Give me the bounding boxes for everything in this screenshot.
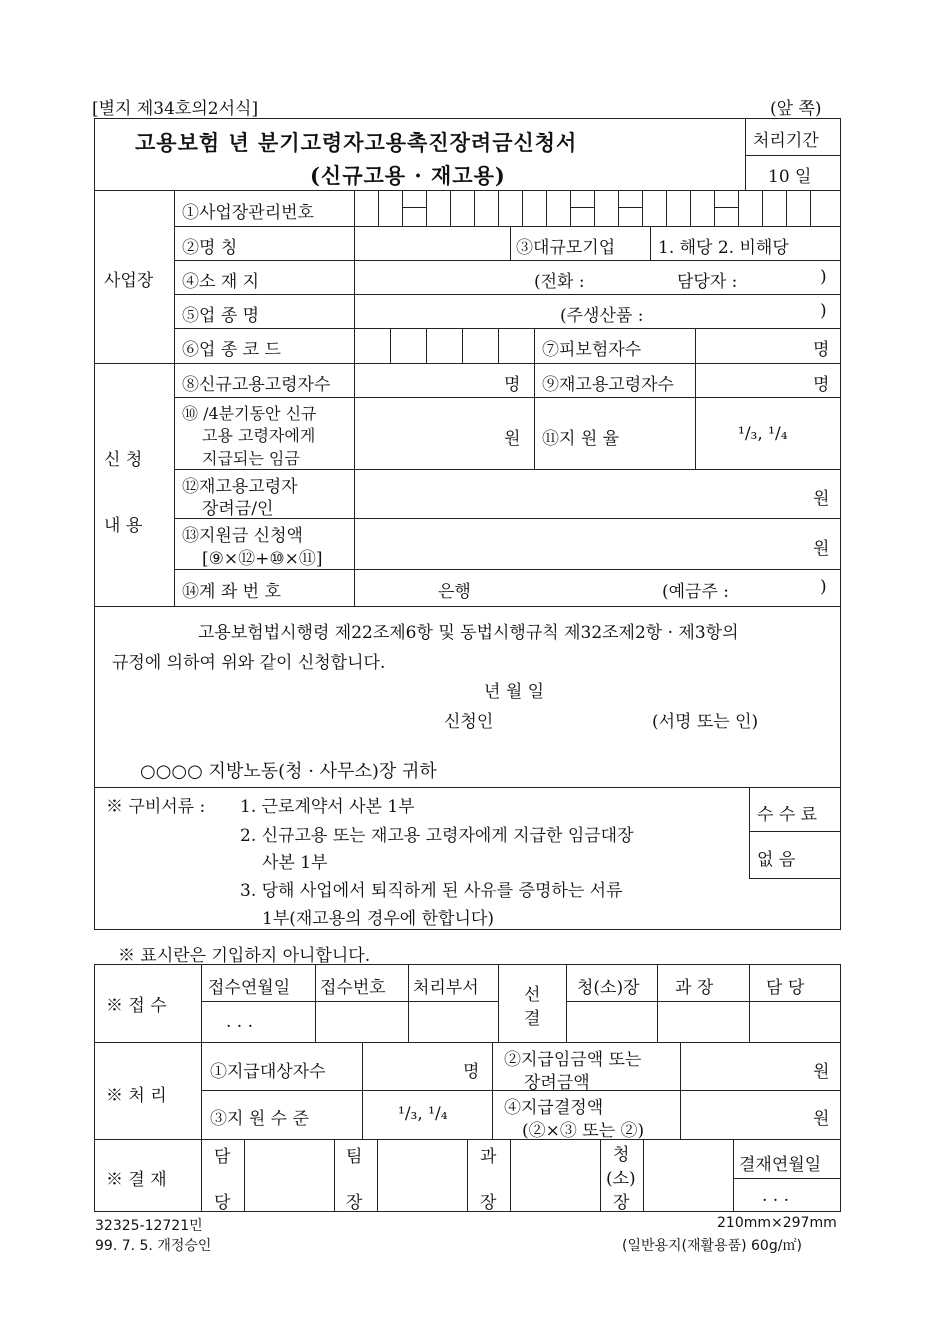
signature-field[interactable]: (서명 또는 인) (652, 712, 759, 732)
support-level-options[interactable]: ¹/₃, ¹/₄ (398, 1104, 448, 1124)
approval-date-field[interactable]: . . . (762, 1186, 790, 1206)
receipt-date-header: 접수연월일 (208, 978, 291, 998)
decided-amount-field[interactable] (684, 1098, 804, 1128)
rehire-incentive-field[interactable] (360, 474, 800, 514)
chief-sign-field[interactable] (570, 1005, 654, 1038)
main-product-label: (주생산품 : (560, 306, 644, 326)
chief-header: 청(소)장 (577, 978, 640, 998)
processing-dept-field[interactable] (413, 1006, 493, 1036)
paren-close: ) (820, 577, 827, 597)
staff-col-a: 담 (214, 1147, 231, 1167)
label-wages-line3: 지급되는 임금 (202, 449, 300, 468)
receipt-number-header: 접수번호 (320, 978, 386, 998)
statement-line2: 규정에 의하여 위와 같이 신청합니다. (112, 653, 386, 673)
bank-label: 은행 (438, 582, 471, 602)
office-chief-approval-field[interactable] (647, 1143, 729, 1208)
manager-header: 과 장 (675, 978, 714, 998)
request-amount-field[interactable] (360, 523, 800, 565)
paper-type: (일반용지(재활용품) 60g/㎡) (622, 1238, 802, 1254)
doc-item-2a: 2. 신규고용 또는 재고용 고령자에게 지급한 임금대장 (240, 826, 634, 846)
support-rate-options[interactable]: ¹/₃, ¹/₄ (738, 424, 788, 444)
section-chief-col-b: 장 (480, 1193, 497, 1213)
label-rehire-count: ⑨재고용고령자수 (542, 375, 674, 395)
unit-won: 원 (813, 1109, 830, 1129)
label-rehire-incentive-line1: ⑫재고용고령자 (182, 477, 298, 497)
label-wages-line2: 고용 고령자에게 (202, 426, 316, 445)
team-lead-approval-field[interactable] (381, 1143, 463, 1208)
industry-code-boxes[interactable] (354, 328, 534, 363)
label-business-id: ①사업장관리번호 (182, 203, 314, 223)
team-lead-col-b: 장 (346, 1193, 363, 1213)
label-address: ④소 재 지 (182, 272, 260, 292)
label-request-amount-line1: ⑬지원금 신청액 (182, 526, 303, 546)
fee-value: 없 음 (757, 850, 796, 870)
office-use-notice: ※ 표시란은 기입하지 아니합니다. (118, 946, 371, 966)
application-date[interactable]: 년 월 일 (484, 682, 545, 702)
label-support-rate: ⑪지 원 율 (542, 429, 620, 449)
bank-name-field[interactable] (360, 573, 430, 601)
insured-count-field[interactable] (700, 330, 810, 360)
processing-period-value: 10 일 (768, 167, 812, 187)
approval-label-a: 선 (524, 985, 541, 1005)
processing-period-label: 처리기간 (753, 131, 819, 151)
account-holder-label: (예금주 : (662, 582, 730, 602)
label-wages-line1: ⑩ /4분기동안 신규 (182, 404, 317, 423)
form-title: 고용보험 년 분기고령자고용촉진장려금신청서 (135, 130, 578, 155)
business-id-boxes[interactable] (354, 190, 841, 226)
receipt-number-field[interactable] (320, 1006, 404, 1036)
address-field[interactable] (358, 262, 528, 292)
doc-item-3b: 1부(재고용의 경우에 한합니다) (262, 909, 494, 929)
section-workplace: 사업장 (104, 271, 154, 291)
label-paid-wage-b: 장려금액 (524, 1073, 590, 1093)
large-company-options[interactable]: 1. 해당 2. 비해당 (658, 238, 789, 258)
unit-person: 명 (504, 375, 521, 395)
receipt-date-field[interactable]: . . . (226, 1012, 254, 1032)
label-rehire-incentive-line2: 장려금/인 (202, 499, 274, 519)
office-chief-col-a: 청 (613, 1145, 630, 1165)
unit-person: 명 (813, 340, 830, 360)
label-request-amount-line2: [⑨×⑫+⑩×⑪] (202, 549, 323, 569)
wages-field[interactable] (360, 402, 500, 462)
label-account-number: ⑭계 좌 번 호 (182, 582, 281, 602)
approval-date-header: 결재연월일 (739, 1155, 822, 1175)
unit-person: 명 (813, 375, 830, 395)
approval-row-label: ※ 결 재 (106, 1170, 167, 1190)
unit-person: 명 (463, 1062, 480, 1082)
new-hire-count-field[interactable] (360, 366, 500, 394)
form-code: 32325-12721민 (95, 1218, 203, 1234)
staff-approval-field[interactable] (248, 1143, 330, 1208)
doc-item-3a: 3. 당해 사업에서 퇴직하게 된 사유를 증명하는 서류 (240, 881, 623, 901)
team-lead-col-a: 팀 (346, 1147, 363, 1167)
unit-won: 원 (813, 1062, 830, 1082)
addressee: ○○○○ 지방노동(청 · 사무소)장 귀하 (140, 761, 437, 782)
section-application-a: 신 청 (104, 450, 143, 470)
paper-size: 210mm×297mm (717, 1215, 837, 1231)
manager-sign-field[interactable] (661, 1005, 745, 1038)
rehire-count-field[interactable] (700, 366, 810, 394)
staff-header: 담 당 (766, 978, 805, 998)
contact-person-label: 담당자 : (677, 272, 738, 292)
approval-label-b: 결 (524, 1009, 541, 1029)
label-decided-amount-a: ④지급결정액 (504, 1098, 604, 1118)
paren-close: ) (820, 301, 827, 321)
revision-approval: 99. 7. 5. 개정승인 (95, 1238, 212, 1254)
office-chief-col-c: 장 (613, 1193, 630, 1213)
receipt-label: ※ 접 수 (106, 996, 167, 1016)
doc-item-1: 1. 근로계약서 사본 1부 (240, 797, 415, 817)
office-chief-col-b: (소) (606, 1169, 636, 1189)
applicant-label: 신청인 (444, 712, 494, 732)
paren-close: ) (820, 267, 827, 287)
label-support-level: ③지 원 수 준 (210, 1109, 309, 1129)
required-docs-label: ※ 구비서류 : (106, 797, 206, 817)
processing-dept-header: 처리부서 (413, 978, 479, 998)
section-chief-col-a: 과 (480, 1147, 497, 1167)
unit-won: 원 (813, 489, 830, 509)
phone-label: (전화 : (534, 272, 585, 292)
form-subtitle: (신규고용 · 재고용) (310, 163, 506, 188)
unit-won: 원 (504, 429, 521, 449)
label-industry-code: ⑥업 종 코 드 (182, 340, 281, 360)
paid-wage-field[interactable] (684, 1052, 804, 1082)
statement-line1: 고용보험법시행령 제22조제6항 및 동법시행규칙 제32조제2항 · 제3항의 (198, 623, 739, 643)
section-chief-approval-field[interactable] (514, 1143, 596, 1208)
payee-count-field[interactable] (366, 1052, 462, 1082)
staff-sign-field[interactable] (753, 1005, 837, 1038)
label-business-type: ⑤업 종 명 (182, 306, 260, 326)
business-type-field[interactable] (358, 296, 548, 326)
processing-label: ※ 처 리 (106, 1086, 167, 1106)
doc-item-2b: 사본 1부 (262, 853, 328, 873)
label-company-name: ②명 칭 (182, 238, 238, 258)
staff-col-b: 당 (214, 1193, 231, 1213)
label-paid-wage-a: ②지급임금액 또는 (504, 1050, 642, 1070)
section-application-b: 내 용 (104, 516, 143, 536)
form-number: [별지 제34호의2서식] (92, 99, 259, 119)
label-new-hire-count: ⑧신규고용고령자수 (182, 375, 331, 395)
unit-won: 원 (813, 539, 830, 559)
company-name-field[interactable] (358, 228, 508, 258)
label-payee-count: ①지급대상자수 (210, 1062, 326, 1082)
page-side: (앞 쪽) (770, 99, 822, 119)
label-insured-count: ⑦피보험자수 (542, 340, 642, 360)
label-decided-amount-b: (②×③ 또는 ②) (522, 1121, 645, 1141)
fee-label: 수 수 료 (757, 805, 818, 825)
label-large-company: ③대규모기업 (516, 238, 616, 258)
